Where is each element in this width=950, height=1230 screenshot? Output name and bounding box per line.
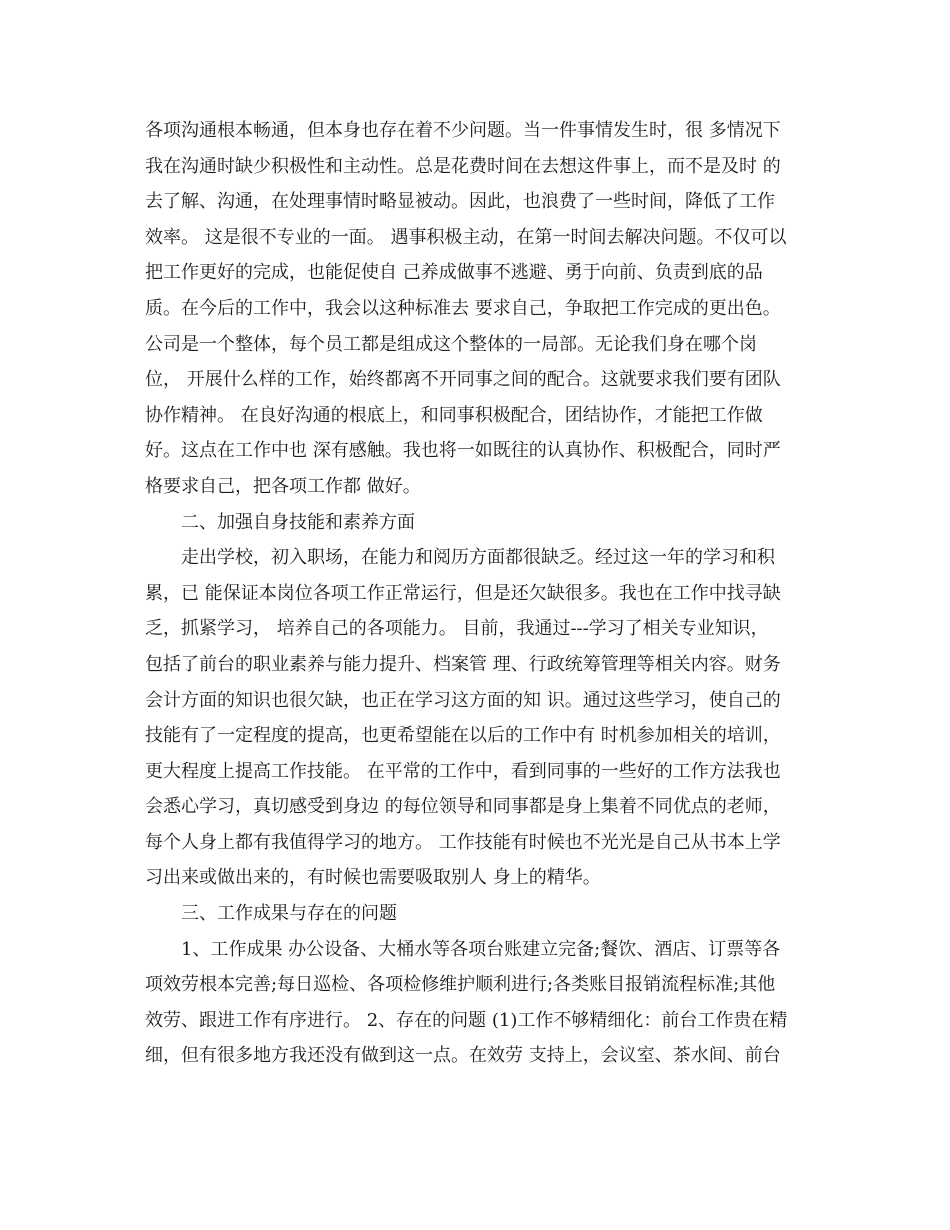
text-line: 协作精神。 在良好沟通的根底上，和同事积极配合，团结协作，才能把工作做: [145, 404, 763, 426]
text-line: 项效劳根本完善;每日巡检、各项检修维护顺利进行;各类账目报销流程标准;其他: [145, 974, 776, 996]
text-line: 会计方面的知识也很欠缺，也正在学习这方面的知 识。通过这些学习，使自己的: [145, 689, 781, 711]
text-line: 累，已 能保证本岗位各项工作正常运行，但是还欠缺很多。我也在工作中找寻缺: [145, 582, 781, 604]
text-line: 技能有了一定程度的提高，也更希望能在以后的工作中有 时机参加相关的培训，: [145, 725, 781, 747]
text-line: 我在沟通时缺少积极性和主动性。总是花费时间在去想这件事上，而不是及时 的: [145, 155, 781, 177]
text-line: 好。这点在工作中也 深有感触。我也将一如既往的认真协作、积极配合，同时严: [145, 440, 781, 462]
paragraph-start-line: 1、工作成果 办公设备、大桶水等各项台账建立完备;餐饮、酒店、订票等各: [181, 938, 781, 960]
text-line: 位， 开展什么样的工作，始终都离不开同事之间的配合。这就要求我们要有团队: [145, 369, 781, 391]
text-line: 格要求自己，把各项工作都 做好。: [145, 475, 421, 497]
text-line: 各项沟通根本畅通，但本身也存在着不少问题。当一件事情发生时，很 多情况下: [145, 120, 781, 141]
text-line: 效率。 这是很不专业的一面。 遇事积极主动，在第一时间去解决问题。不仅可以: [145, 226, 787, 248]
text-line: 公司是一个整体，每个员工都是组成这个整体的一局部。无论我们身在哪个岗: [145, 333, 757, 355]
text-line: 质。在今后的工作中，我会以这种标准去 要求自己，争取把工作完成的更出色。: [145, 297, 781, 319]
paragraph-start-line: 三、工作成果与存在的问题: [181, 903, 397, 925]
text-line: 去了解、沟通，在处理事情时略显被动。因此，也浪费了一些时间，降低了工作: [145, 191, 775, 213]
text-line: 包括了前台的职业素养与能力提升、档案管 理、行政统筹管理等相关内容。财务: [145, 653, 781, 675]
text-line: 乏，抓紧学习， 培养自己的各项能力。 目前，我通过---学习了相关专业知识，: [145, 618, 769, 640]
paragraph-start-line: 二、加强自身技能和素养方面: [181, 511, 415, 533]
text-line: 每个人身上都有我值得学习的地方。 工作技能有时候也不光光是自己从书本上学: [145, 831, 781, 853]
text-line: 会悉心学习，真切感受到身边 的每位领导和同事都是身上集着不同优点的老师，: [145, 796, 781, 818]
text-line: 效劳、跟进工作有序进行。 2、存在的问题 (1)工作不够精细化：前台工作贵在精: [145, 1009, 788, 1031]
text-line: 更大程度上提高工作技能。 在平常的工作中，看到同事的一些好的工作方法我也: [145, 760, 781, 782]
text-line: 把工作更好的完成，也能促使自 己养成做事不逃避、勇于向前、负责到底的品: [145, 262, 763, 284]
paragraph-start-line: 走出学校，初入职场，在能力和阅历方面都很缺乏。经过这一年的学习和积: [181, 547, 775, 569]
document-body: [145, 113, 805, 1074]
text-line: 习出来或做出来的，有时候也需要吸取别人 身上的精华。: [145, 867, 601, 889]
text-line: 细，但有很多地方我还没有做到这一点。在效劳 支持上，会议室、茶水间、前台: [145, 1045, 781, 1067]
